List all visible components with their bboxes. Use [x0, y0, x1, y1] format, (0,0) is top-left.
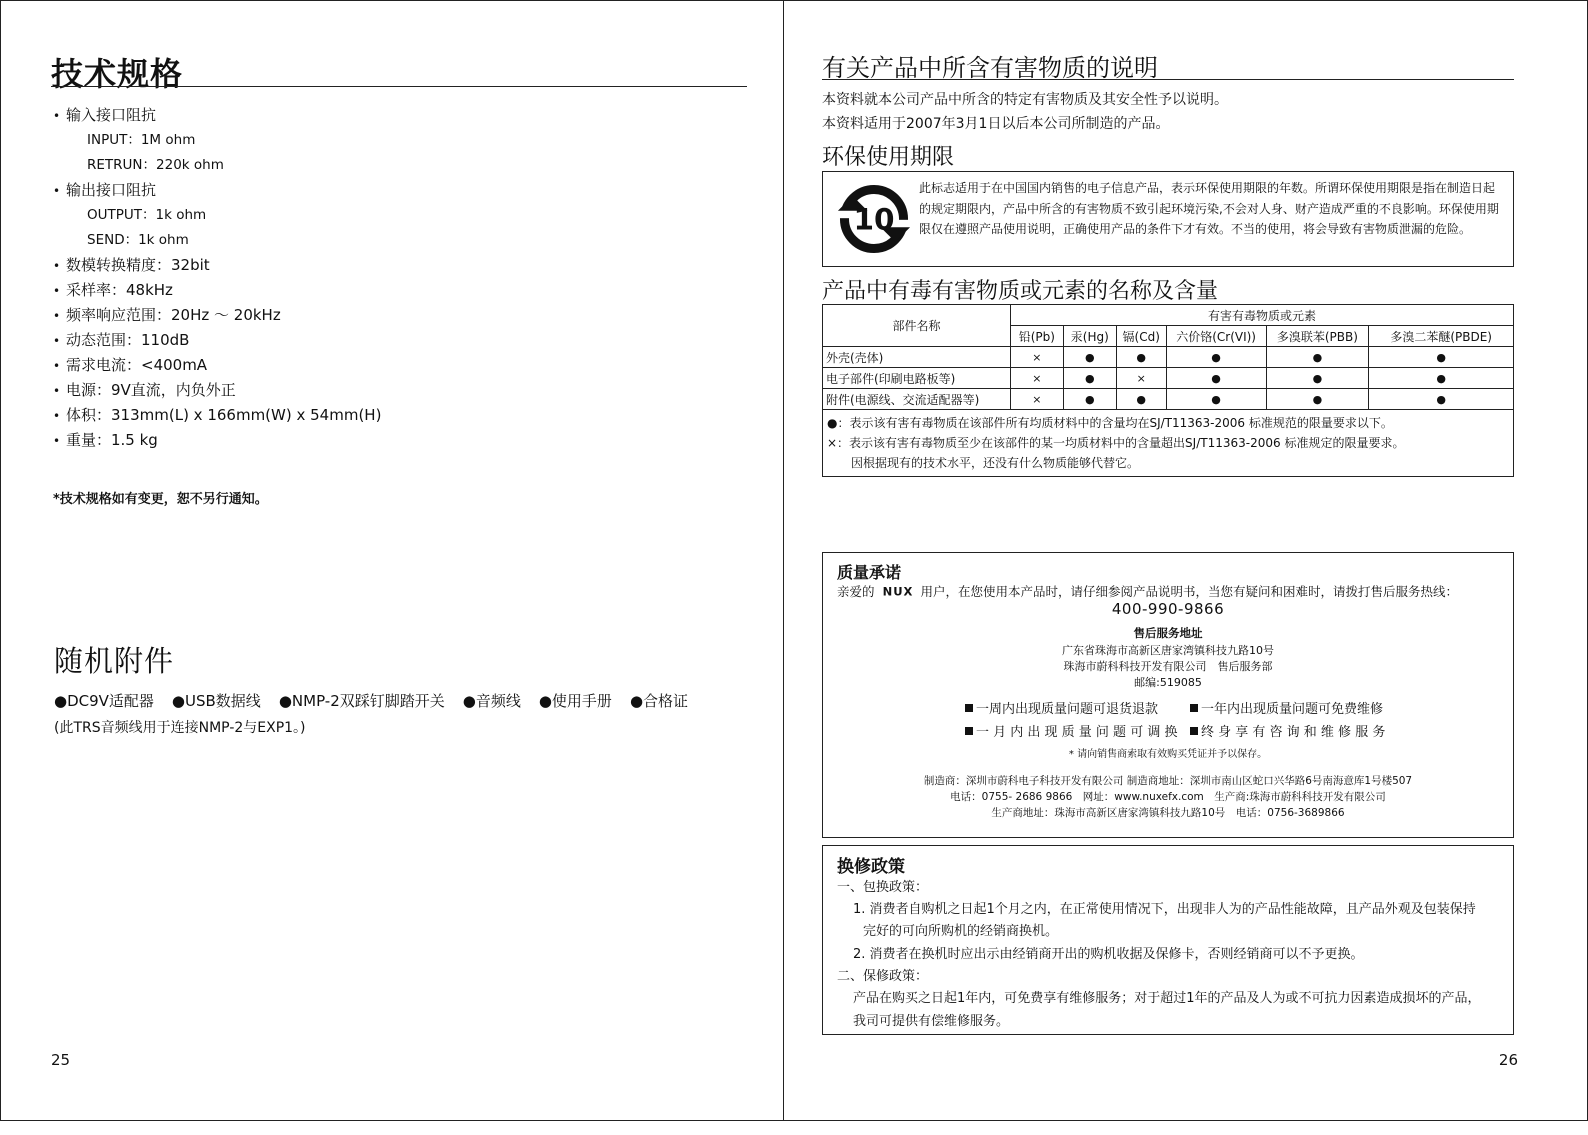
bullet-icon: • [53, 359, 61, 373]
accessory-item: ●USB数据线 [171, 692, 261, 710]
substance-mark-cell: ● [1116, 347, 1166, 368]
substance-mark-cell: × [1010, 368, 1063, 389]
right-page [783, 0, 1588, 1121]
part-name-cell: 外壳(壳体) [823, 347, 1011, 368]
nux-logo-icon [877, 585, 919, 597]
env-description: 此标志适用于在中国国内销售的电子信息产品，表示环保使用期限的年数。所谓环保使用期限是指在制造日起的规定期限内，产品中所含的有害物质不致引起环境污染,不会对人身、财产造成严重的不良影响。环保使用期限仅在遵照产品使用说明，正确使用产品的条件下才有效。不当的使用，将会导致有害物质泄漏的危险。 [919, 181, 1499, 236]
env-title: 环保使用期限 [822, 145, 955, 170]
exchange-policy-title: 一、包换政策： [837, 880, 929, 895]
accessories-note: (此TRS音频线用于连接NMP-2与EXP1。) [54, 720, 306, 736]
spec-item: • 动态范围：110dB [53, 328, 381, 353]
substance-mark-cell: ● [1266, 368, 1369, 389]
spec-item: • 采样率：48kHz [53, 278, 381, 303]
bullet-icon: • [53, 334, 61, 348]
promise-item: 一周内出现质量问题可退货退款 [965, 698, 1158, 717]
spec-sub-item: RETRUN：220k ohm [87, 157, 224, 173]
repair-item-1-cont: 我司可提供有偿维修服务。 [853, 1014, 1010, 1029]
hazard-doc-title-rule [822, 79, 1514, 80]
substance-mark-cell: ● [1266, 347, 1369, 368]
spec-title-rule [51, 86, 747, 87]
substance-mark-cell: × [1010, 347, 1063, 368]
spec-item: • 输入接口阻抗 [53, 103, 381, 128]
policy-title: 换修政策 [837, 857, 905, 877]
substance-mark-cell: ● [1166, 389, 1266, 410]
spec-list [53, 103, 381, 453]
receipt-note: * 请向销售商索取有效购买凭证并予以保存。 [1068, 749, 1268, 760]
accessories-list [54, 690, 706, 711]
manufacturer-line-3: 生产商地址：珠海市高新区唐家湾镇科技九路10号 电话：0756-3689866 [991, 807, 1345, 819]
bullet-icon: • [53, 434, 61, 448]
bullet-icon: • [53, 259, 61, 273]
spec-item: • 频率响应范围：20Hz ～ 20kHz [53, 303, 381, 328]
substance-mark-cell: × [1010, 389, 1063, 410]
manufacturer-line-2: 电话：0755- 2686 9866 网址：www.nuxefx.com 生产商:珠海市蔚科科技开发有限公司 [950, 791, 1386, 803]
part-name-cell: 电子部件(印刷电路板等) [823, 368, 1011, 389]
exchange-item-1-cont: 完好的可向所购机的经销商换机。 [863, 924, 1059, 939]
service-zip: 邮编:519085 [1134, 676, 1202, 689]
nux-logo-text: NUX [882, 585, 913, 597]
epup-number: 10 [853, 202, 895, 237]
bullet-icon: • [53, 109, 61, 123]
substance-header: 汞(Hg) [1063, 326, 1116, 347]
promise-item: 一年内出现质量问题可免费维修 [1190, 698, 1383, 717]
accessory-item: ●使用手册 [538, 692, 612, 710]
exchange-item-1: 1. 消费者自购机之日起1个月之内，在正常使用情况下，出现非人为的产品性能故障，且产品外观及包装保持 [853, 902, 1476, 917]
spec-sub-item: OUTPUT：1k ohm [87, 207, 207, 223]
epup-10-icon [833, 178, 915, 260]
spec-item: • 体积：313mm(L) x 166mm(W) x 54mm(H) [53, 403, 381, 428]
env-box [822, 171, 1514, 267]
service-company: 珠海市蔚科科技开发有限公司 售后服务部 [1063, 660, 1273, 673]
hazard-table-title: 产品中有毒有害物质或元素的名称及含量 [822, 279, 1219, 304]
bullet-icon: • [53, 309, 61, 323]
substance-header: 多溴联苯(PBB) [1266, 326, 1369, 347]
spec-sub-item: INPUT：1M ohm [87, 132, 196, 148]
manufacturer-line-1: 制造商：深圳市蔚科电子科技开发有限公司 制造商地址：深圳市南山区蛇口兴华路6号南海意库1号楼507 [923, 775, 1413, 787]
hazard-doc-title: 有关产品中所含有害物质的说明 [822, 54, 1158, 82]
service-address: 广东省珠海市高新区唐家湾镇科技九路10号 [1062, 644, 1274, 657]
accessories-title: 随机附件 [54, 644, 175, 678]
table-row [823, 347, 1514, 368]
spec-item: • 需求电流：<400mA [53, 353, 381, 378]
spec-item: • 输出接口阻抗 [53, 178, 381, 203]
quality-title: 质量承诺 [837, 563, 902, 582]
accessory-item: ●DC9V适配器 [54, 692, 154, 710]
spec-item: • 重量：1.5 kg [53, 428, 381, 453]
table-note-line: ×：表示该有害有毒物质至少在该部件的某一均质材料中的含量超出SJ/T11363-2006 标准规定的限量要求。 [827, 436, 1405, 450]
table-note-line: ●：表示该有害有毒物质在该部件所有均质材料中的含量均在SJ/T11363-2006 标准规范的限量要求以下。 [827, 416, 1393, 430]
quality-intro [837, 582, 1458, 600]
accessory-item: ●音频线 [462, 692, 521, 710]
substance-header: 镉(Cd) [1116, 326, 1166, 347]
substance-mark-cell: ● [1063, 368, 1116, 389]
substance-header: 六价铬(Cr(VI)) [1166, 326, 1266, 347]
repair-policy-title: 二、保修政策： [837, 969, 929, 984]
substance-mark-cell: ● [1266, 389, 1369, 410]
substance-mark-cell: ● [1166, 347, 1266, 368]
spec-sub-item: SEND：1k ohm [87, 232, 189, 248]
spec-title: 技术规格 [51, 55, 184, 93]
repair-item-1: 产品在购买之日起1年内，可免费享有维修服务；对于超过1年的产品及人为或不可抗力因素造成损坏的产品， [853, 991, 1481, 1006]
table-note-line: 因根据现有的技术水平，还没有什么物质能够代替它。 [827, 456, 1140, 470]
page-number-right: 26 [1498, 1051, 1518, 1069]
page-number-left: 25 [51, 1051, 71, 1069]
left-page [0, 0, 784, 1121]
intro-line-2: 本资料适用于2007年3月1日以后本公司所制造的产品。 [822, 116, 1170, 132]
hazard-table-notes [823, 410, 1514, 477]
substance-mark-cell: ● [1369, 368, 1514, 389]
bullet-icon: • [53, 384, 61, 398]
repair-policy-box [822, 845, 1514, 1035]
table-row [823, 389, 1514, 410]
part-name-cell: 附件(电源线、交流适配器等) [823, 389, 1011, 410]
substance-header: 多溴二苯醚(PBDE) [1369, 326, 1514, 347]
hazard-table [822, 304, 1514, 477]
promise-item: 终 身 享 有 咨 询 和 维 修 服 务 [1190, 721, 1385, 740]
substance-mark-cell: × [1116, 368, 1166, 389]
promise-item: 一 月 内 出 现 质 量 问 题 可 调 换 [965, 721, 1177, 740]
substance-mark-cell: ● [1063, 347, 1116, 368]
accessory-item: ●合格证 [629, 692, 689, 710]
intro-line-1: 本资料就本公司产品中所含的特定有害物质及其安全性予以说明。 [822, 92, 1228, 108]
substance-mark-cell: ● [1166, 368, 1266, 389]
quality-intro-before: 亲爱的 [837, 584, 875, 599]
substance-mark-cell: ● [1116, 389, 1166, 410]
accessory-item: ●NMP-2双踩钉脚踏开关 [278, 692, 445, 710]
bullet-icon: • [53, 284, 61, 298]
substance-header: 铅(Pb) [1010, 326, 1063, 347]
substance-mark-cell: ● [1063, 389, 1116, 410]
bullet-icon: • [53, 409, 61, 423]
service-address-title: 售后服务地址 [1133, 626, 1203, 640]
service-hotline: 400-990-9866 [1111, 600, 1225, 618]
spec-item: • 数模转换精度：32bit [53, 253, 381, 278]
table-row [823, 368, 1514, 389]
substance-mark-cell: ● [1369, 389, 1514, 410]
spec-note: *技术规格如有变更，恕不另行通知。 [53, 492, 268, 507]
quality-promise-box [822, 552, 1514, 838]
bullet-icon: • [53, 184, 61, 198]
quality-intro-after: 用户，在您使用本产品时，请仔细参阅产品说明书，当您有疑问和困难时，请拨打售后服务热线： [920, 584, 1459, 599]
part-name-header: 部件名称 [823, 305, 1011, 347]
exchange-item-2: 2. 消费者在换机时应出示由经销商开出的购机收据及保修卡，否则经销商可以不予更换。 [853, 947, 1364, 962]
substance-mark-cell: ● [1369, 347, 1514, 368]
substance-group-header: 有害有毒物质或元素 [1010, 305, 1513, 326]
spec-item: • 电源：9V直流，内负外正 [53, 378, 381, 403]
